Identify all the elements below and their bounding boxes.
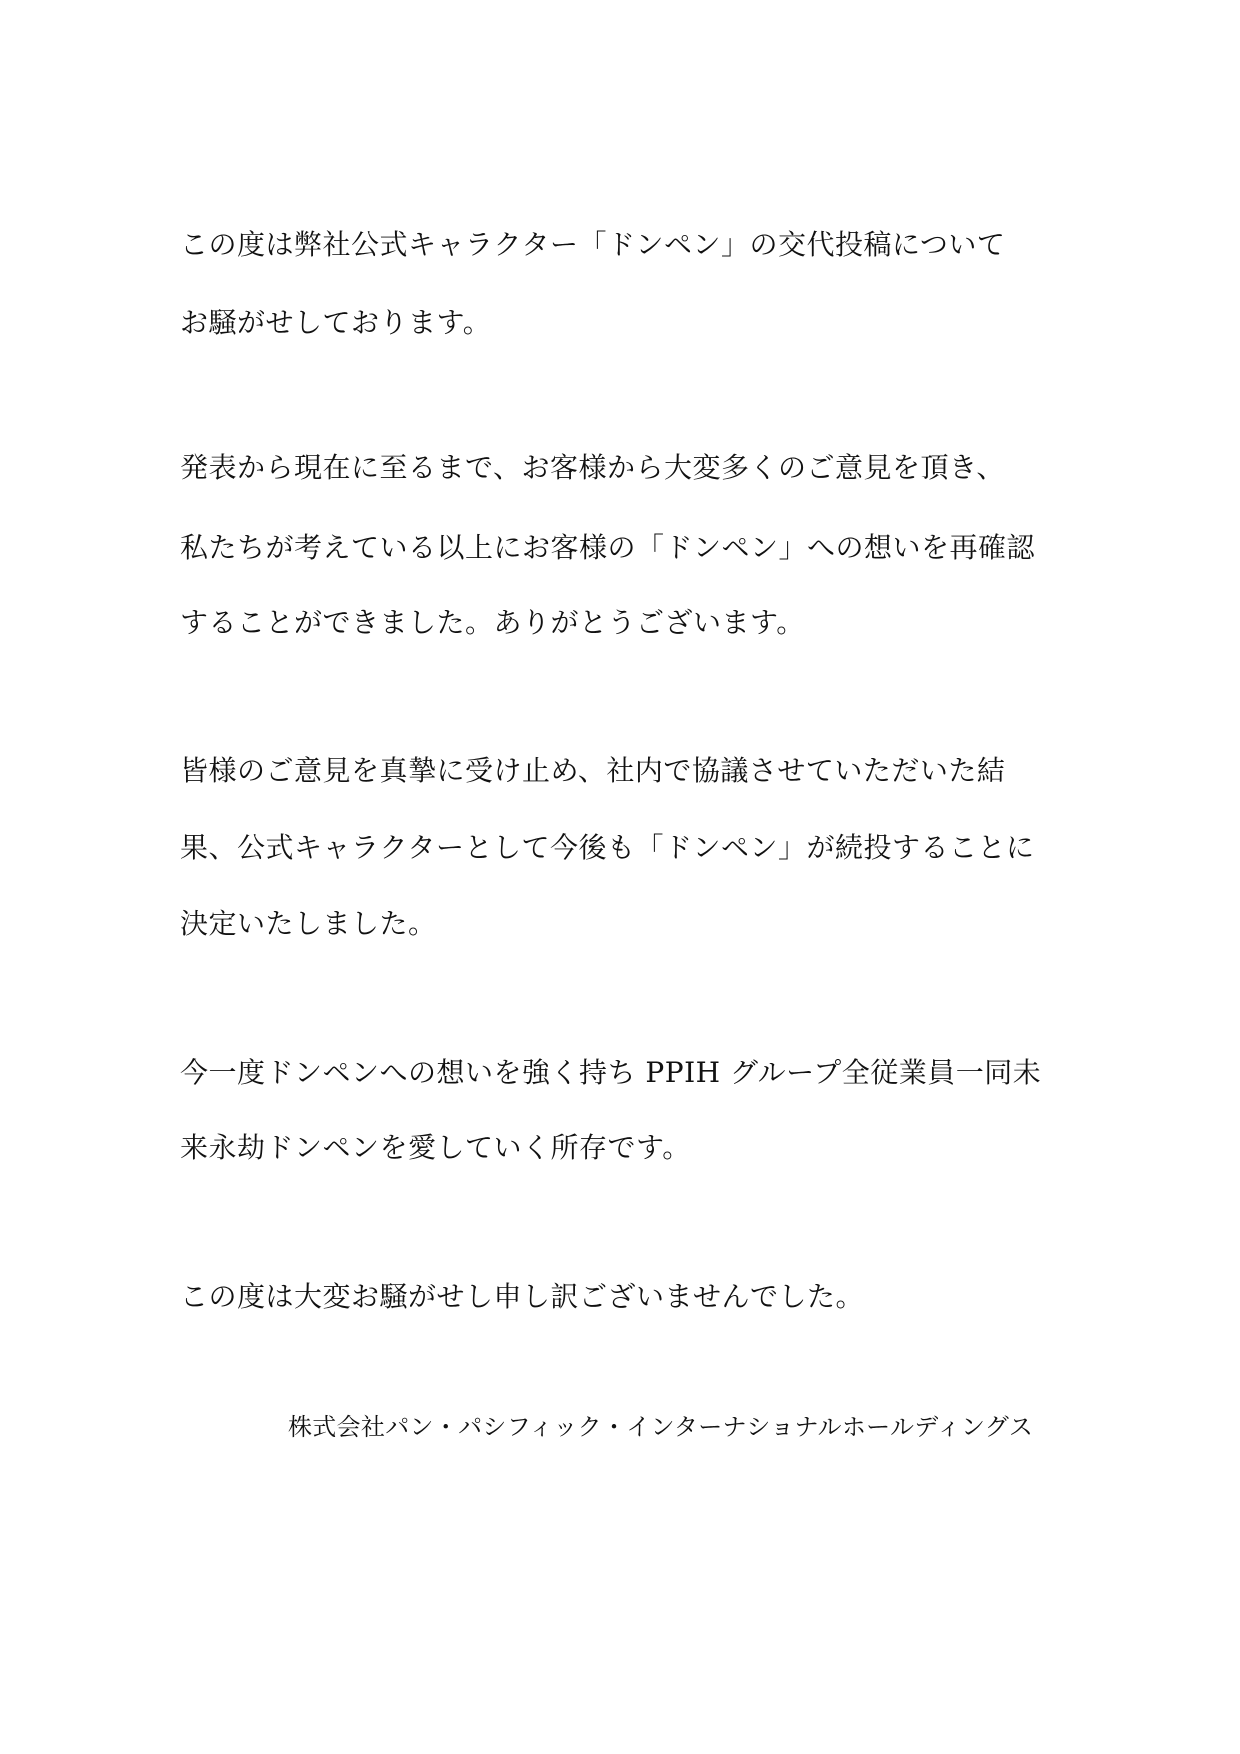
- paragraph-3-line-1: 皆様のご意見を真摯に受け止め、社内で協議させていただいた結: [180, 754, 1006, 787]
- paragraph-2-line-2: 私たちが考えている以上にお客様の「ドンペン」への想いを再確認: [180, 531, 1036, 564]
- paragraph-2-line-1: 発表から現在に至るまで、お客様から大変多くのご意見を頂き、: [180, 451, 1005, 484]
- paragraph-1-line-1: この度は弊社公式キャラクター「ドンペン」の交代投稿について: [180, 228, 1006, 261]
- paragraph-4-line-2: 来永劫ドンペンを愛していく所存です。: [180, 1131, 691, 1164]
- paragraph-4-line-1: 今一度ドンペンへの想いを強く持ち PPIH グループ全従業員一同未: [180, 1056, 1042, 1089]
- paragraph-2-line-3: することができました。ありがとうございます。: [180, 606, 805, 639]
- paragraph-5-line-1: この度は大変お騒がせし申し訳ございませんでした。: [180, 1280, 865, 1313]
- paragraph-1-line-2: お騒がせしております。: [180, 306, 492, 339]
- paragraph-3-line-2: 果、公式キャラクターとして今後も「ドンペン」が続投することに: [180, 831, 1035, 864]
- paragraph-3-line-3: 決定いたしました。: [180, 907, 437, 940]
- company-signature: 株式会社パン・パシフィック・インターナショナルホールディングス: [288, 1413, 1034, 1441]
